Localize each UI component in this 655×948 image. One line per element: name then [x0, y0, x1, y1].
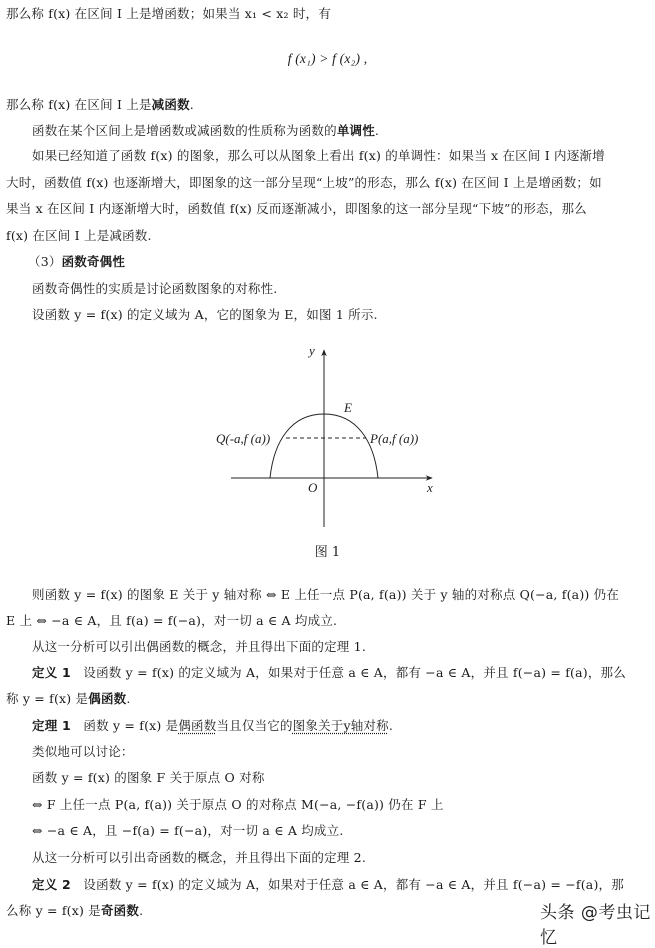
- term-odd-function: 奇函数: [100, 903, 140, 918]
- text-span: 当且仅当它的: [216, 718, 293, 733]
- definition-label: 定义 2: [32, 877, 71, 892]
- text-span: 从这一分析可以引出奇函数的概念，并且得出下面的定理 2.: [32, 850, 367, 865]
- text-line: [32, 770, 265, 786]
- text-span: 称 y = f(x) 是: [6, 691, 89, 706]
- text-span: .: [139, 903, 144, 918]
- text-line: [32, 123, 379, 139]
- emphasis-even-function: 偶函数: [178, 718, 217, 733]
- text-span: .: [388, 718, 394, 733]
- origin-label: O: [308, 480, 318, 495]
- text-span: 那么称 f(x) 在区间 I 上是: [6, 97, 152, 112]
- figure-even-function-graph: [200, 335, 460, 535]
- text-line: [32, 587, 619, 603]
- term-even-function: 偶函数: [88, 691, 127, 706]
- watermark: 头条 @考虫记忆: [540, 903, 651, 948]
- text-line: [32, 850, 366, 866]
- formula: f (x₁) > f (x₂) ,: [287, 51, 368, 66]
- text-span: 函数在某个区间上是增函数或减函数的性质称为函数的: [32, 123, 337, 138]
- text-line: [32, 148, 605, 164]
- theorem-label: 定理 1: [32, 718, 71, 733]
- text-span: E 上 ⇔ −a ∈ A，且 f(a) = f(−a)，对一切 a ∈ A 均成立.: [6, 613, 338, 628]
- y-axis-label: y: [309, 343, 315, 358]
- text-line: [6, 903, 143, 919]
- text-span: 果当 x 在区间 I 内逐渐增大时，函数值 f(x) 反而逐渐减小，即图象的这一部分呈现“下坡”的形态，那么: [6, 201, 587, 216]
- text-span: ⇔ −a ∈ A，且 −f(a) = f(−a)，对一切 a ∈ A 均成立.: [32, 823, 344, 838]
- text-span: .: [189, 97, 194, 112]
- section-heading: [28, 254, 125, 270]
- term-decreasing-function: 减函数: [151, 97, 190, 112]
- text-span: ⇔ F 上任一点 P(a, f(a)) 关于原点 O 的对称点 M(−a, −f(a)) 仍在 F 上: [32, 797, 444, 812]
- text-span: 设函数 y = f(x) 的定义域为 A，如果对于任意 a ∈ A，都有 −a ∈ A，并且 f(−a) = −f(a)，那: [83, 877, 624, 892]
- text-span: f(x) 在区间 I 上是减函数.: [6, 228, 152, 243]
- term-monotonicity: 单调性: [336, 123, 375, 138]
- text-span: 从这一分析可以引出偶函数的概念，并且得出下面的定理 1.: [32, 639, 367, 654]
- point-q-label: Q(-a,f (a)): [216, 431, 271, 446]
- formula-line: [0, 51, 655, 67]
- section-title: 函数奇偶性: [61, 254, 126, 269]
- definition-label: 定义 1: [32, 665, 71, 680]
- text-span: 函数奇偶性的实质是讨论函数图象的对称性.: [32, 281, 278, 296]
- text-line: [6, 97, 194, 113]
- text-line: [6, 691, 131, 707]
- theorem-1: [32, 718, 393, 734]
- text-line: [32, 307, 378, 323]
- definition-2: [32, 877, 624, 893]
- text-span: 函数 y = f(x) 的图象 F 关于原点 O 对称: [32, 770, 265, 785]
- figure-caption: 图 1: [314, 545, 341, 560]
- curve-label-e: E: [344, 400, 352, 415]
- text-line: [32, 823, 344, 839]
- text-span: 则函数 y = f(x) 的图象 E 关于 y 轴对称 ⇔ E 上任一点 P(a, f(a)) 关于 y 轴的对称点 Q(−a, f(a)) 仍在: [32, 587, 620, 602]
- text-span: 函数 y = f(x) 是: [83, 718, 179, 733]
- text-span: .: [126, 691, 131, 706]
- text-line: [6, 6, 331, 22]
- text-span: .: [374, 123, 380, 138]
- x-axis-label: x: [427, 480, 433, 495]
- text-span: 设函数 y = f(x) 的定义域为 A，如果对于任意 a ∈ A，都有 −a ∈ A，并且 f(−a) = f(a)，那么: [83, 665, 626, 680]
- text-span: 设函数 y = f(x) 的定义域为 A，它的图象为 E，如图 1 所示.: [32, 307, 378, 322]
- text-span: 么称 y = f(x) 是: [6, 903, 101, 918]
- point-p-label: P(a,f (a)): [370, 431, 419, 446]
- text-line: [6, 228, 152, 244]
- text-span: 那么称 f(x) 在区间 I 上是增函数；如果当 x₁ < x₂ 时，有: [6, 6, 331, 21]
- text-line: [6, 175, 602, 191]
- text-line: [32, 744, 134, 760]
- section-number: （3）: [28, 254, 62, 269]
- text-line: [32, 797, 444, 813]
- definition-1: [32, 665, 626, 681]
- text-span: 如果已经知道了函数 f(x) 的图象，那么可以从图象上看出 f(x) 的单调性：如果当 x 在区间 I 内逐渐增: [32, 148, 605, 163]
- text-line: [32, 281, 277, 297]
- text-span: 大时，函数值 f(x) 也逐渐增大，即图象的这一部分呈现“上坡”的形态，那么 f(x) 在区间 I 上是增函数；如: [6, 175, 602, 190]
- text-line: [32, 639, 366, 655]
- text-line: [6, 201, 587, 217]
- text-line: [6, 613, 337, 629]
- text-span: 类似地可以讨论：: [32, 744, 134, 759]
- emphasis-symmetric-y-axis: 图象关于y轴对称: [292, 718, 389, 733]
